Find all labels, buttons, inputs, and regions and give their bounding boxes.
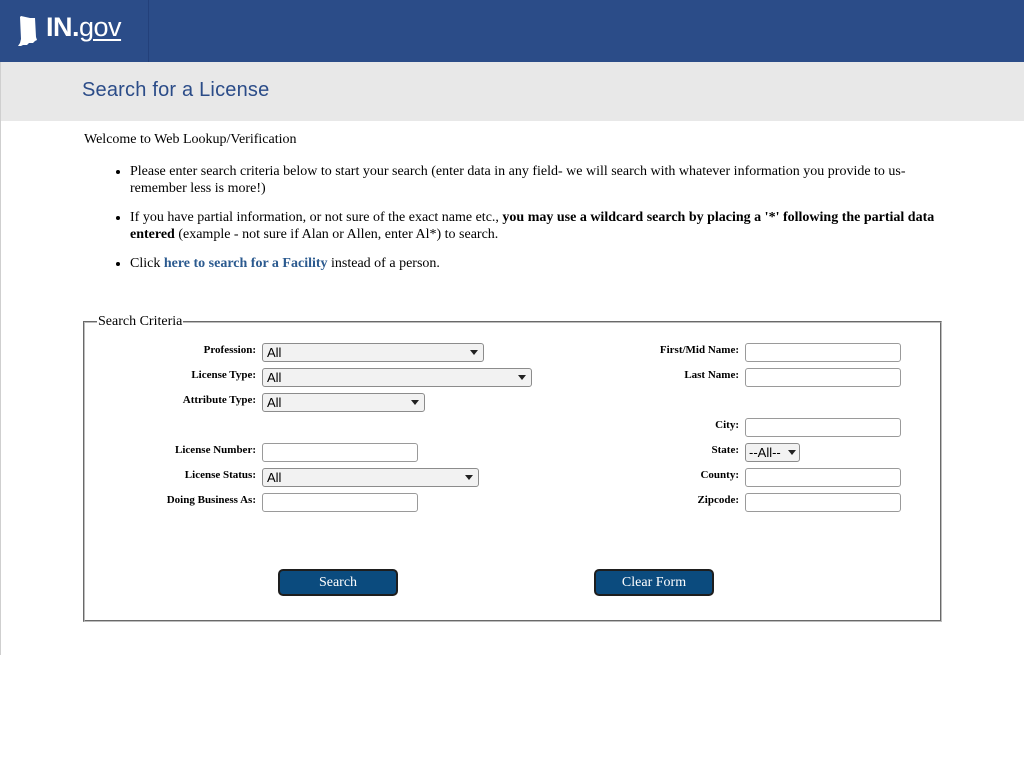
indiana-state-icon xyxy=(17,15,39,47)
county-input[interactable] xyxy=(745,468,901,487)
search-button[interactable]: Search xyxy=(278,569,398,596)
first-mid-name-input[interactable] xyxy=(745,343,901,362)
content-left-border xyxy=(0,121,1,655)
profession-select[interactable]: All xyxy=(262,343,484,362)
city-input[interactable] xyxy=(745,418,901,437)
page-title: Search for a License xyxy=(82,79,270,101)
license-type-select[interactable]: All xyxy=(262,368,532,387)
chevron-down-icon xyxy=(788,450,796,455)
chevron-down-icon xyxy=(411,400,419,405)
clear-form-button[interactable]: Clear Form xyxy=(594,569,714,596)
last-name-label: Last Name: xyxy=(684,369,739,381)
license-status-select[interactable]: All xyxy=(262,468,479,487)
zipcode-label: Zipcode: xyxy=(697,494,739,506)
attribute-type-select[interactable]: All xyxy=(262,393,425,412)
city-label: City: xyxy=(715,419,739,431)
license-number-input[interactable] xyxy=(262,443,418,462)
search-criteria-legend: Search Criteria xyxy=(98,314,183,329)
welcome-text: Welcome to Web Lookup/Verification xyxy=(84,132,297,147)
attribute-type-label: Attribute Type: xyxy=(182,394,256,406)
chevron-down-icon xyxy=(518,375,526,380)
instructions-list xyxy=(88,163,938,284)
zipcode-input[interactable] xyxy=(745,493,901,512)
profession-label: Profession: xyxy=(203,344,256,356)
instruction-item: • Please enter search criteria below to start your search (enter data in any field- we will search with whatever information you provide to us- remember less is more!) xyxy=(130,163,938,197)
facility-search-link[interactable]: here to search for a Facility xyxy=(163,256,328,271)
instruction-item: • Click here to search for a Facility instead of a person. xyxy=(130,255,938,272)
chevron-down-icon xyxy=(470,350,478,355)
license-type-label: License Type: xyxy=(191,369,256,381)
doing-business-as-input[interactable] xyxy=(262,493,418,512)
doing-business-as-label: Doing Business As: xyxy=(166,494,256,506)
title-band xyxy=(0,62,1024,121)
license-number-label: License Number: xyxy=(175,444,256,456)
county-label: County: xyxy=(700,469,739,481)
state-select[interactable]: --All-- xyxy=(745,443,800,462)
site-header xyxy=(0,0,1024,62)
license-status-label: License Status: xyxy=(184,469,256,481)
ingov-logo[interactable] xyxy=(0,0,149,62)
state-label: State: xyxy=(711,444,739,456)
last-name-input[interactable] xyxy=(745,368,901,387)
ingov-wordmark: IN.gov xyxy=(46,12,122,42)
instruction-item: • If you have partial information, or not sure of the exact name etc., you may use a wildcard search by placing a '*' following the partial data entered (example - not sure if Alan or Allen, enter Al*) to search. xyxy=(130,209,938,243)
chevron-down-icon xyxy=(465,475,473,480)
first-mid-name-label: First/Mid Name: xyxy=(659,344,739,356)
